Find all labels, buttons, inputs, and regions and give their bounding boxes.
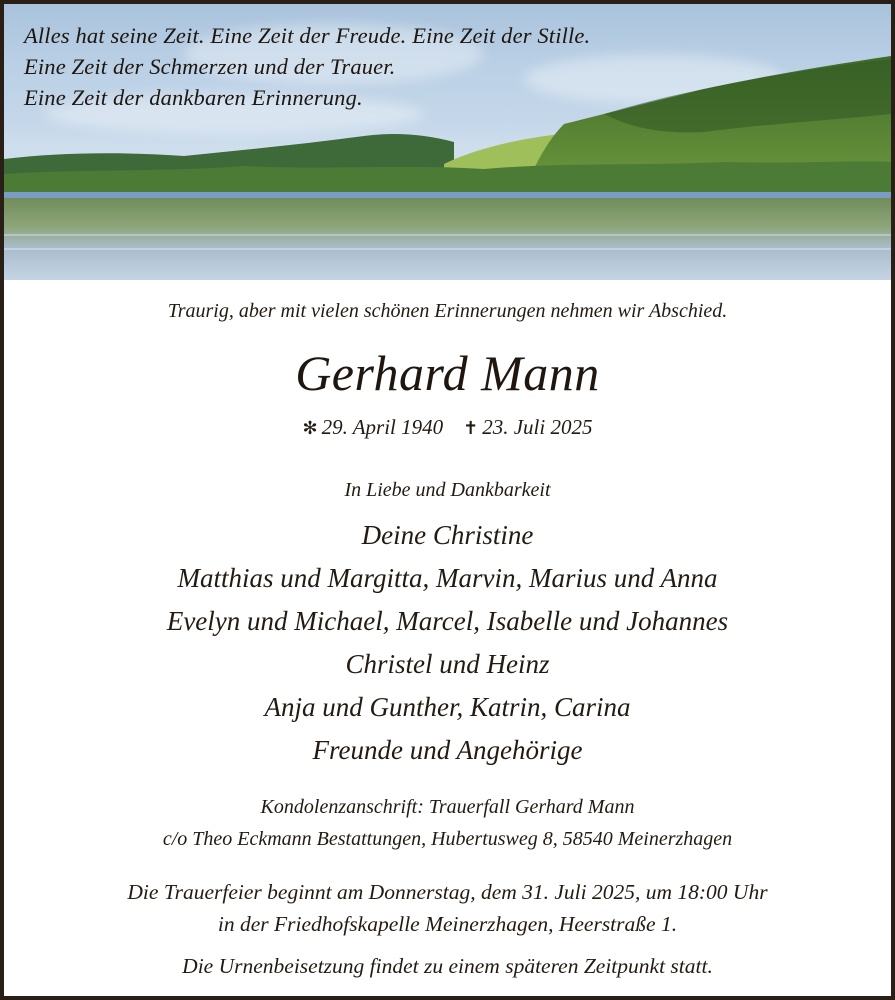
condolence-address-line: Kondolenzanschrift: Trauerfall Gerhard Mann — [260, 796, 635, 818]
deceased-name: Gerhard Mann — [295, 345, 600, 401]
landscape-photo — [4, 4, 891, 280]
ceremony-line: Die Trauerfeier beginnt am Donnerstag, dem 31. Juli 2025, um 18:00 Uhr — [127, 880, 768, 904]
birth-date: 29. April 1940 — [321, 415, 444, 439]
death-date: 23. Juli 2025 — [482, 415, 593, 439]
mourner-line: Deine Christine — [361, 520, 534, 550]
mourner-line: Evelyn und Michael, Marcel, Isabelle und Johannes — [166, 606, 729, 636]
mourner-line: Matthias und Margitta, Marvin, Marius und Anna — [177, 563, 718, 593]
header-quote — [24, 20, 590, 113]
death-cross-icon: ✝ — [463, 418, 479, 439]
life-dates — [4, 415, 891, 440]
birth-star-icon: ✻ — [302, 418, 318, 439]
intro-text: Traurig, aber mit vielen schönen Erinnerungen nehmen wir Abschied. — [167, 300, 728, 322]
burial-line: Die Urnenbeisetzung findet zu einem späteren Zeitpunkt statt. — [182, 954, 713, 978]
mourner-line: Freunde und Angehörige — [312, 735, 583, 765]
quote-line: Eine Zeit der Schmerzen und der Trauer. — [24, 54, 396, 79]
quote-line: Alles hat seine Zeit. Eine Zeit der Freude. Eine Zeit der Stille. — [24, 23, 591, 48]
mourner-line: Anja und Gunther, Katrin, Carina — [264, 692, 631, 722]
ceremony-line: in der Friedhofskapelle Meinerzhagen, Heerstraße 1. — [217, 912, 678, 936]
quote-line: Eine Zeit der dankbaren Erinnerung. — [24, 85, 363, 110]
mourner-line: Christel und Heinz — [345, 649, 550, 679]
condolence-address-line: c/o Theo Eckmann Bestattungen, Hubertusweg 8, 58540 Meinerzhagen — [162, 828, 733, 850]
mourners-intro: In Liebe und Dankbarkeit — [344, 479, 551, 501]
